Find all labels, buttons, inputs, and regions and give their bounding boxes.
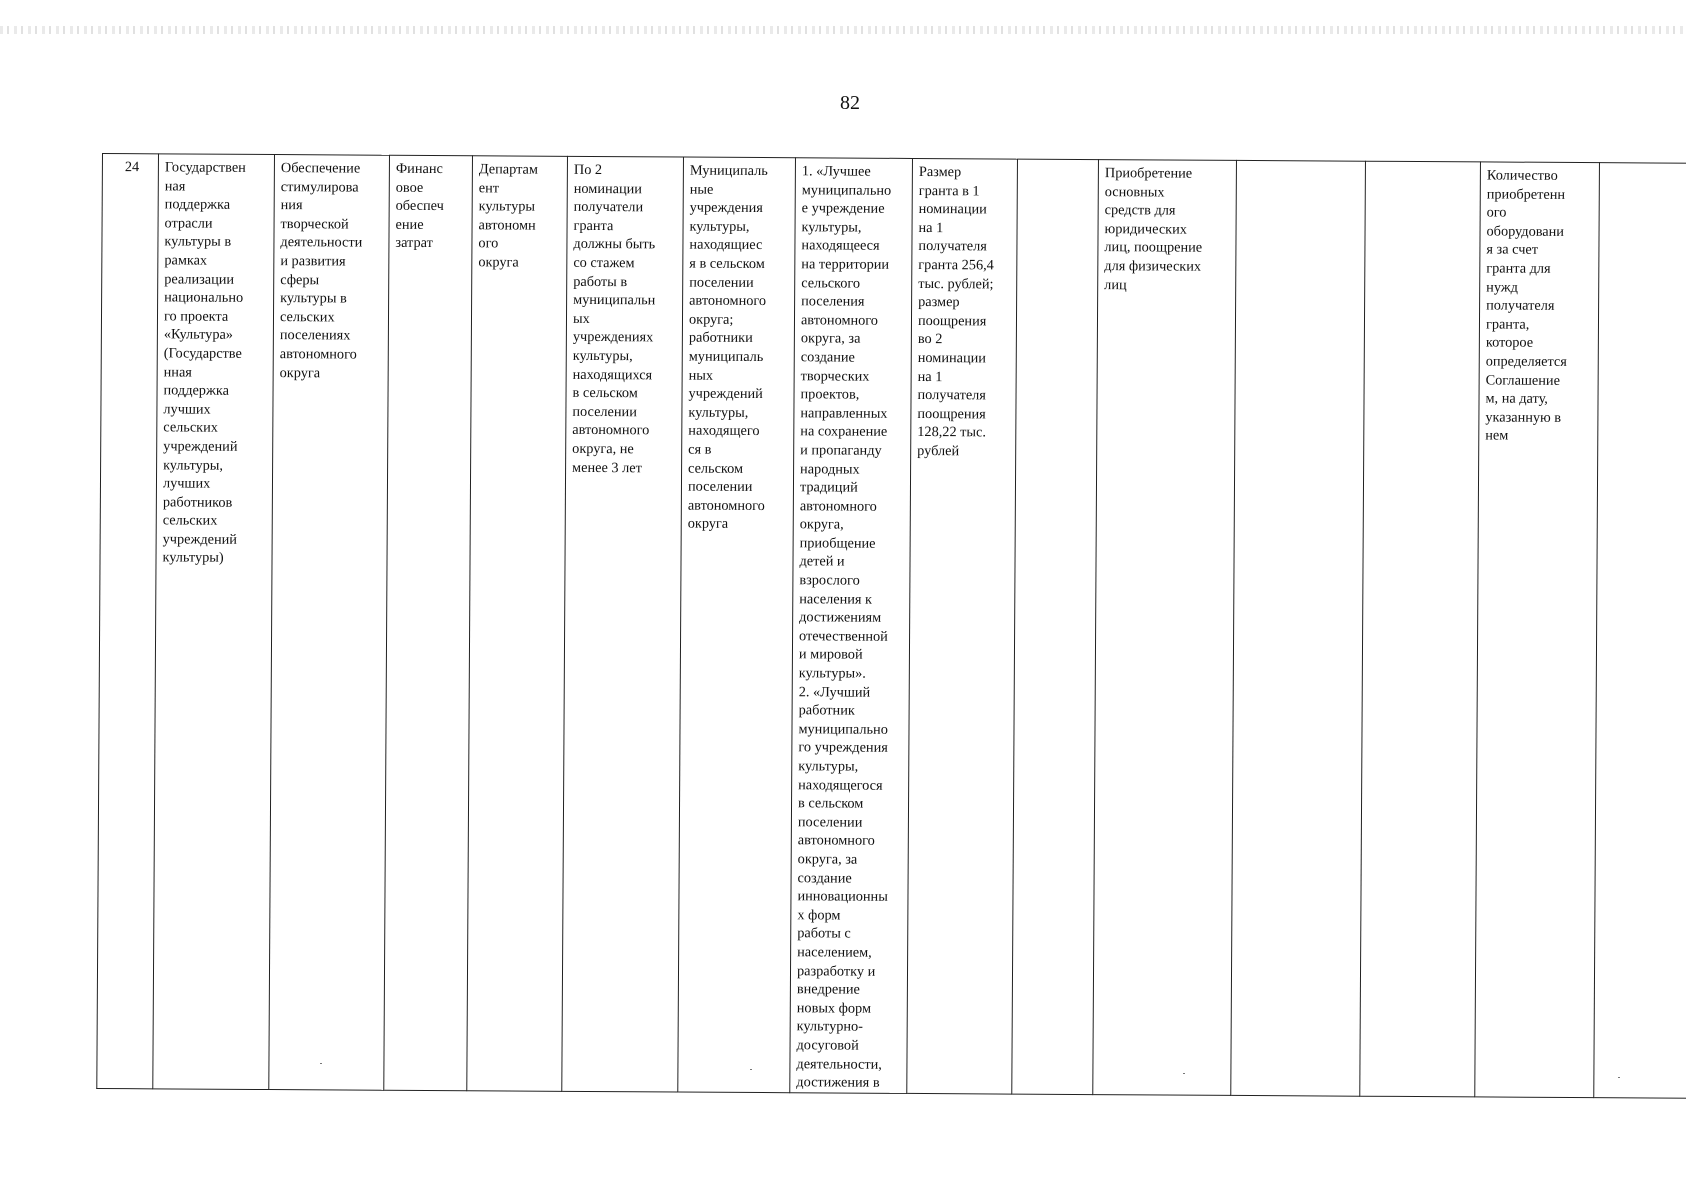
row-number-cell: 24 <box>97 154 159 1089</box>
grant-size-cell: Размер гранта в 1 номинации на 1 получателя гранта 256,4 тыс. рублей; размер поощрения во 2 номинации на 1 получателя поощрения 128,22 тыс. рублей <box>907 158 1018 1093</box>
result-indicator-cell: Количество приобретенн ого оборудовани я за счет гранта для нужд получателя гранта, которое определяется Соглашение м, на дату, указанную в нем <box>1475 162 1600 1097</box>
recipients-cell: Муниципаль ные учреждения культуры, находящиес я в сельском поселении автономного округа; работники муниципаль ных учреждений культуры, находящего ся в сельском поселении автономного округа <box>678 157 796 1092</box>
page-number: 82 <box>840 92 860 114</box>
empty-cell-12 <box>1360 161 1481 1096</box>
empty-cell-11 <box>1231 160 1366 1095</box>
scan-speck <box>750 1069 752 1070</box>
scan-speck <box>1183 1073 1185 1074</box>
scan-edge <box>0 26 1686 34</box>
table-row <box>97 154 1686 1099</box>
empty-cell-9 <box>1012 159 1099 1094</box>
measure-name-cell: Государствен ная поддержка отрасли культуры в рамках реализации национально го проекта «Культура» (Государстве нная поддержка лучших сельских учреждений культуры, лучших работников сельских учреждений культуры) <box>153 154 275 1089</box>
empty-cell-14 <box>1594 163 1686 1098</box>
target-spending-cell: Приобретение основных средств для юридических лиц, поощрение для физических лиц <box>1093 160 1237 1096</box>
purpose-cell: Обеспечение стимулирова ния творческой деятельности и развития сферы культуры в сельских поселениях автономного округа <box>269 155 390 1090</box>
scan-speck <box>1618 1077 1620 1078</box>
scan-speck <box>320 1063 322 1064</box>
nominations-cell: 1. «Лучшее муниципально е учреждение культуры, находящееся на территории сельского поселения автономного округа, за создание творческих проектов, направленных на сохранение и пропаганду народных традиций автономного округа, приобщение детей и взрослого населения к достижениям отечественной и мировой культуры». 2. «Лучший работник муниципально го учреждения культуры, находящегося в сельском поселении автономного округа, за создание инновационны х форм работы с населением, разработку и внедрение новых форм культурно- досуговой деятельности, достижения в <box>790 158 913 1093</box>
grant-table <box>96 153 1686 1099</box>
support-form-cell: Финанс овое обеспеч ение затрат <box>384 155 473 1090</box>
conditions-cell: По 2 номинации получатели гранта должны быть со стажем работы в муниципальн ых учреждениях культуры, находящихся в сельском поселении автономного округа, не менее 3 лет <box>562 156 684 1091</box>
department-cell: Департам ент культуры автономн ого округа <box>467 156 568 1091</box>
